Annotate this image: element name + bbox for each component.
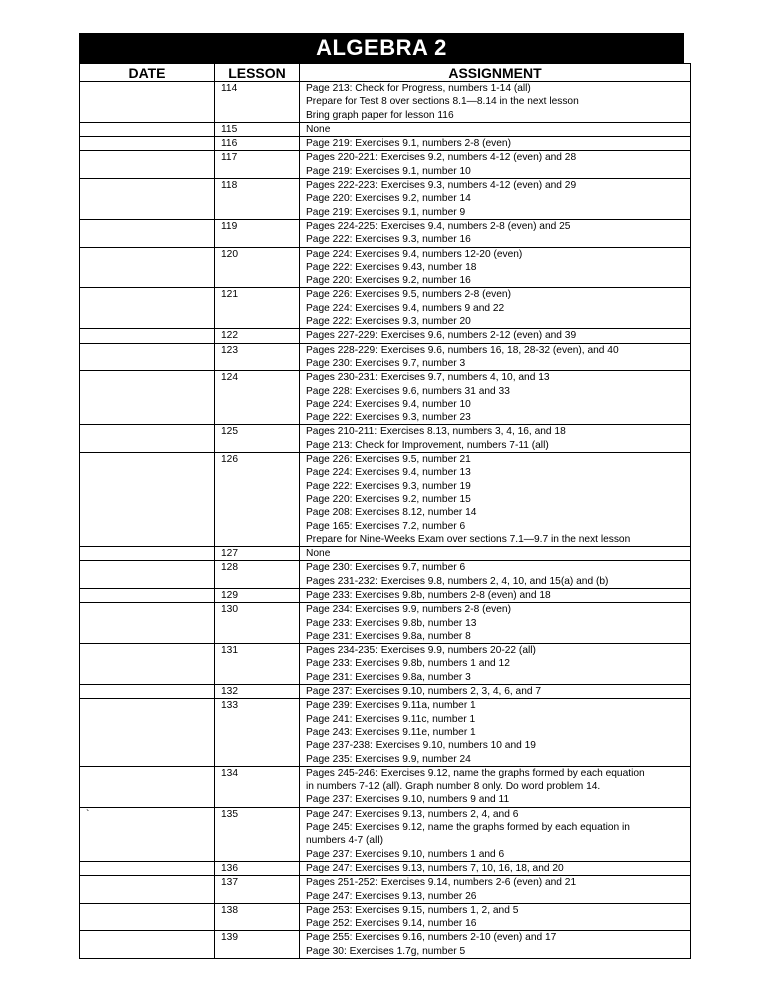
assignment-line: Pages 245-246: Exercises 9.12, name the graphs formed by each equation (306, 767, 645, 779)
assignment-line: in numbers 7-12 (all). Graph number 8 only. Do word problem 14. (306, 781, 601, 793)
assignment-line: numbers 4-7 (all) (306, 835, 383, 847)
assignment-line: Page 239: Exercises 9.11a, number 1 (306, 700, 476, 712)
assignment-line: Page 165: Exercises 7.2, number 6 (306, 520, 466, 532)
date-cell (80, 453, 215, 547)
assignment-cell (300, 151, 691, 179)
assignment-line: Page 220: Exercises 9.2, number 14 (306, 193, 471, 205)
assignment-cell (300, 876, 691, 904)
assignment-line: Pages 210-211: Exercises 8.13, numbers 3, 4, 16, and 18 (306, 426, 566, 438)
date-cell (80, 699, 215, 766)
assignment-cell (300, 453, 691, 547)
assignment-line: Page 241: Exercises 9.11c, number 1 (306, 713, 476, 725)
assignment-cell (300, 425, 691, 453)
assignment-line: Page 213: Check for Progress, numbers 1-14 (all) (306, 83, 531, 94)
assignment-cell (300, 122, 691, 136)
assignment-line: Page 237: Exercises 9.10, numbers 1 and 6 (306, 848, 505, 860)
table-row (80, 179, 691, 220)
table-row (80, 122, 691, 136)
assignment-line: Page 220: Exercises 9.2, number 15 (306, 493, 471, 505)
table-row (80, 82, 691, 123)
lesson-cell: 123 (215, 343, 300, 371)
date-cell (80, 151, 215, 179)
assignment-table (79, 63, 691, 959)
date-cell (80, 644, 215, 685)
table-row (80, 931, 691, 959)
lesson-cell: 136 (215, 861, 300, 875)
assignment-line: Bring graph paper for lesson 116 (306, 109, 454, 121)
date-cell (80, 179, 215, 220)
table-row (80, 699, 691, 766)
assignment-cell (300, 547, 691, 561)
assignment-line: Page 245: Exercises 9.12, name the graphs formed by each equation in (306, 822, 630, 834)
assignment-cell (300, 561, 691, 589)
lesson-cell: 120 (215, 247, 300, 288)
page-title: ALGEBRA 2 (79, 33, 684, 63)
assignment-line: Pages 222-223: Exercises 9.3, numbers 4-12 (even) and 29 (306, 180, 577, 192)
table-row (80, 876, 691, 904)
assignment-line: Pages 220-221: Exercises 9.2, numbers 4-12 (even) and 28 (306, 152, 577, 164)
table-row (80, 685, 691, 699)
assignment-line: Page 243: Exercises 9.11e, number 1 (306, 726, 476, 738)
assignment-line: Page 30: Exercises 1.7g, number 5 (306, 945, 466, 957)
table-header-row (80, 64, 691, 82)
table-row (80, 137, 691, 151)
table-row (80, 547, 691, 561)
date-cell (80, 861, 215, 875)
date-cell (80, 247, 215, 288)
table-row (80, 151, 691, 179)
assignment-line: Page 226: Exercises 9.5, number 21 (306, 454, 471, 466)
date-cell (80, 288, 215, 329)
table-row (80, 861, 691, 875)
assignment-line: Page 233: Exercises 9.8b, numbers 1 and 12 (306, 658, 510, 670)
table-body (80, 82, 691, 959)
assignment-line: Prepare for Nine-Weeks Exam over sections 7.1—9.7 in the next lesson (306, 533, 631, 545)
assignment-line: Page 255: Exercises 9.16, numbers 2-10 (even) and 17 (306, 932, 557, 944)
date-cell (80, 588, 215, 602)
assignment-cell (300, 931, 691, 959)
assignment-line: Page 252: Exercises 9.14, number 16 (306, 918, 477, 930)
table-row (80, 903, 691, 931)
assignment-cell (300, 699, 691, 766)
lesson-cell: 128 (215, 561, 300, 589)
table-row (80, 343, 691, 371)
assignment-line: Page 230: Exercises 9.7, number 6 (306, 562, 466, 574)
assignment-column-header: ASSIGNMENT (300, 64, 691, 82)
table-row (80, 766, 691, 807)
assignment-cell (300, 343, 691, 371)
assignment-cell (300, 137, 691, 151)
assignment-line: Page 247: Exercises 9.13, number 26 (306, 890, 477, 902)
assignment-cell (300, 807, 691, 861)
date-cell (80, 425, 215, 453)
assignment-line: Page 237: Exercises 9.10, numbers 2, 3, 4, 6, and 7 (306, 686, 542, 698)
lesson-cell: 129 (215, 588, 300, 602)
date-column-header: DATE (80, 64, 215, 82)
assignment-line: Page 253: Exercises 9.15, numbers 1, 2, and 5 (306, 904, 519, 916)
lesson-cell: 131 (215, 644, 300, 685)
date-cell (80, 876, 215, 904)
assignment-line: Page 231: Exercises 9.8a, number 3 (306, 671, 471, 683)
lesson-cell: 114 (215, 82, 300, 123)
lesson-cell: 126 (215, 453, 300, 547)
date-cell: ` (80, 807, 215, 861)
assignment-line: Page 220: Exercises 9.2, number 16 (306, 275, 471, 287)
assignment-cell (300, 219, 691, 247)
table-row (80, 219, 691, 247)
assignment-line: Page 222: Exercises 9.3, number 19 (306, 480, 471, 492)
assignment-line: Pages 251-252: Exercises 9.14, numbers 2-6 (even) and 21 (306, 877, 577, 889)
date-cell (80, 903, 215, 931)
assignment-cell (300, 603, 691, 644)
table-row (80, 807, 691, 861)
assignment-line: Page 235: Exercises 9.9, number 24 (306, 753, 471, 765)
date-cell (80, 371, 215, 425)
assignment-line: Page 219: Exercises 9.1, number 10 (306, 165, 471, 177)
lesson-cell: 127 (215, 547, 300, 561)
table-row (80, 561, 691, 589)
lesson-cell: 117 (215, 151, 300, 179)
assignment-cell (300, 288, 691, 329)
assignment-line: Page 219: Exercises 9.1, numbers 2-8 (even) (306, 138, 511, 150)
assignment-cell (300, 903, 691, 931)
assignment-line: Page 234: Exercises 9.9, numbers 2-8 (even) (306, 604, 511, 616)
lesson-cell: 125 (215, 425, 300, 453)
assignment-line: Page 228: Exercises 9.6, numbers 31 and 33 (306, 385, 510, 397)
date-cell (80, 547, 215, 561)
table-row (80, 371, 691, 425)
table-row (80, 288, 691, 329)
assignment-line: Page 224: Exercises 9.4, number 10 (306, 398, 471, 410)
table-row (80, 329, 691, 343)
lesson-cell: 116 (215, 137, 300, 151)
lesson-cell: 115 (215, 122, 300, 136)
assignment-line: Page 247: Exercises 9.13, numbers 2, 4, and 6 (306, 808, 519, 820)
assignment-line: Page 226: Exercises 9.5, numbers 2-8 (even) (306, 289, 511, 301)
assignment-cell (300, 861, 691, 875)
assignment-line: Page 247: Exercises 9.13, numbers 7, 10, 16, 18, and 20 (306, 862, 564, 874)
assignment-line: Pages 230-231: Exercises 9.7, numbers 4, 10, and 13 (306, 372, 550, 384)
assignment-cell (300, 329, 691, 343)
assignment-line: Page 224: Exercises 9.4, numbers 9 and 22 (306, 302, 505, 314)
assignment-line: Page 222: Exercises 9.43, number 18 (306, 261, 477, 273)
date-cell (80, 82, 215, 123)
assignment-line: Pages 234-235: Exercises 9.9, numbers 20-22 (all) (306, 645, 536, 657)
lesson-column-header: LESSON (215, 64, 300, 82)
table-row (80, 603, 691, 644)
assignment-line: Pages 228-229: Exercises 9.6, numbers 16, 18, 28-32 (even), and 40 (306, 344, 619, 356)
assignment-line: None (306, 123, 331, 135)
date-cell (80, 122, 215, 136)
date-cell (80, 219, 215, 247)
assignment-cell (300, 644, 691, 685)
assignment-cell (300, 179, 691, 220)
assignment-line: Page 237-238: Exercises 9.10, numbers 10 and 19 (306, 740, 536, 752)
table-row (80, 588, 691, 602)
date-cell (80, 329, 215, 343)
lesson-cell: 119 (215, 219, 300, 247)
assignment-line: Page 224: Exercises 9.4, numbers 12-20 (even) (306, 248, 523, 260)
date-cell (80, 766, 215, 807)
date-cell (80, 343, 215, 371)
assignment-line: Page 222: Exercises 9.3, number 20 (306, 316, 471, 328)
assignment-line: Page 233: Exercises 9.8b, number 13 (306, 617, 477, 629)
assignment-cell (300, 247, 691, 288)
lesson-cell: 139 (215, 931, 300, 959)
date-cell (80, 931, 215, 959)
assignment-line: Page 222: Exercises 9.3, number 23 (306, 412, 471, 424)
date-cell (80, 603, 215, 644)
assignment-line: Prepare for Test 8 over sections 8.1—8.14 in the next lesson (306, 96, 579, 108)
assignment-line: Pages 227-229: Exercises 9.6, numbers 2-12 (even) and 39 (306, 330, 577, 342)
lesson-cell: 122 (215, 329, 300, 343)
table-row (80, 453, 691, 547)
assignment-line: Page 213: Check for Improvement, numbers 7-11 (all) (306, 439, 549, 451)
lesson-cell: 137 (215, 876, 300, 904)
assignment-line: Pages 224-225: Exercises 9.4, numbers 2-8 (even) and 25 (306, 220, 571, 232)
assignment-line: Page 224: Exercises 9.4, number 13 (306, 467, 471, 479)
table-row (80, 644, 691, 685)
lesson-cell: 133 (215, 699, 300, 766)
table-row (80, 247, 691, 288)
lesson-cell: 118 (215, 179, 300, 220)
assignment-line: Page 222: Exercises 9.3, number 16 (306, 234, 471, 246)
assignment-line: Page 233: Exercises 9.8b, numbers 2-8 (even) and 18 (306, 589, 551, 601)
lesson-cell: 121 (215, 288, 300, 329)
assignment-line: Pages 231-232: Exercises 9.8, numbers 2, 4, 10, and 15(a) and (b) (306, 575, 609, 587)
date-cell (80, 137, 215, 151)
assignment-line: Page 230: Exercises 9.7, number 3 (306, 357, 466, 369)
lesson-cell: 124 (215, 371, 300, 425)
assignment-line: None (306, 548, 331, 560)
assignment-line: Page 231: Exercises 9.8a, number 8 (306, 630, 471, 642)
assignment-cell (300, 82, 691, 123)
table-row (80, 425, 691, 453)
lesson-cell: 138 (215, 903, 300, 931)
assignment-cell (300, 766, 691, 807)
assignment-line: Page 237: Exercises 9.10, numbers 9 and 11 (306, 794, 510, 806)
lesson-cell: 135 (215, 807, 300, 861)
assignment-cell (300, 371, 691, 425)
lesson-cell: 132 (215, 685, 300, 699)
date-cell (80, 685, 215, 699)
date-cell (80, 561, 215, 589)
assignment-cell (300, 685, 691, 699)
lesson-cell: 134 (215, 766, 300, 807)
assignment-line: Page 208: Exercises 8.12, number 14 (306, 507, 477, 519)
assignment-cell (300, 588, 691, 602)
assignment-line: Page 219: Exercises 9.1, number 9 (306, 206, 466, 218)
lesson-cell: 130 (215, 603, 300, 644)
